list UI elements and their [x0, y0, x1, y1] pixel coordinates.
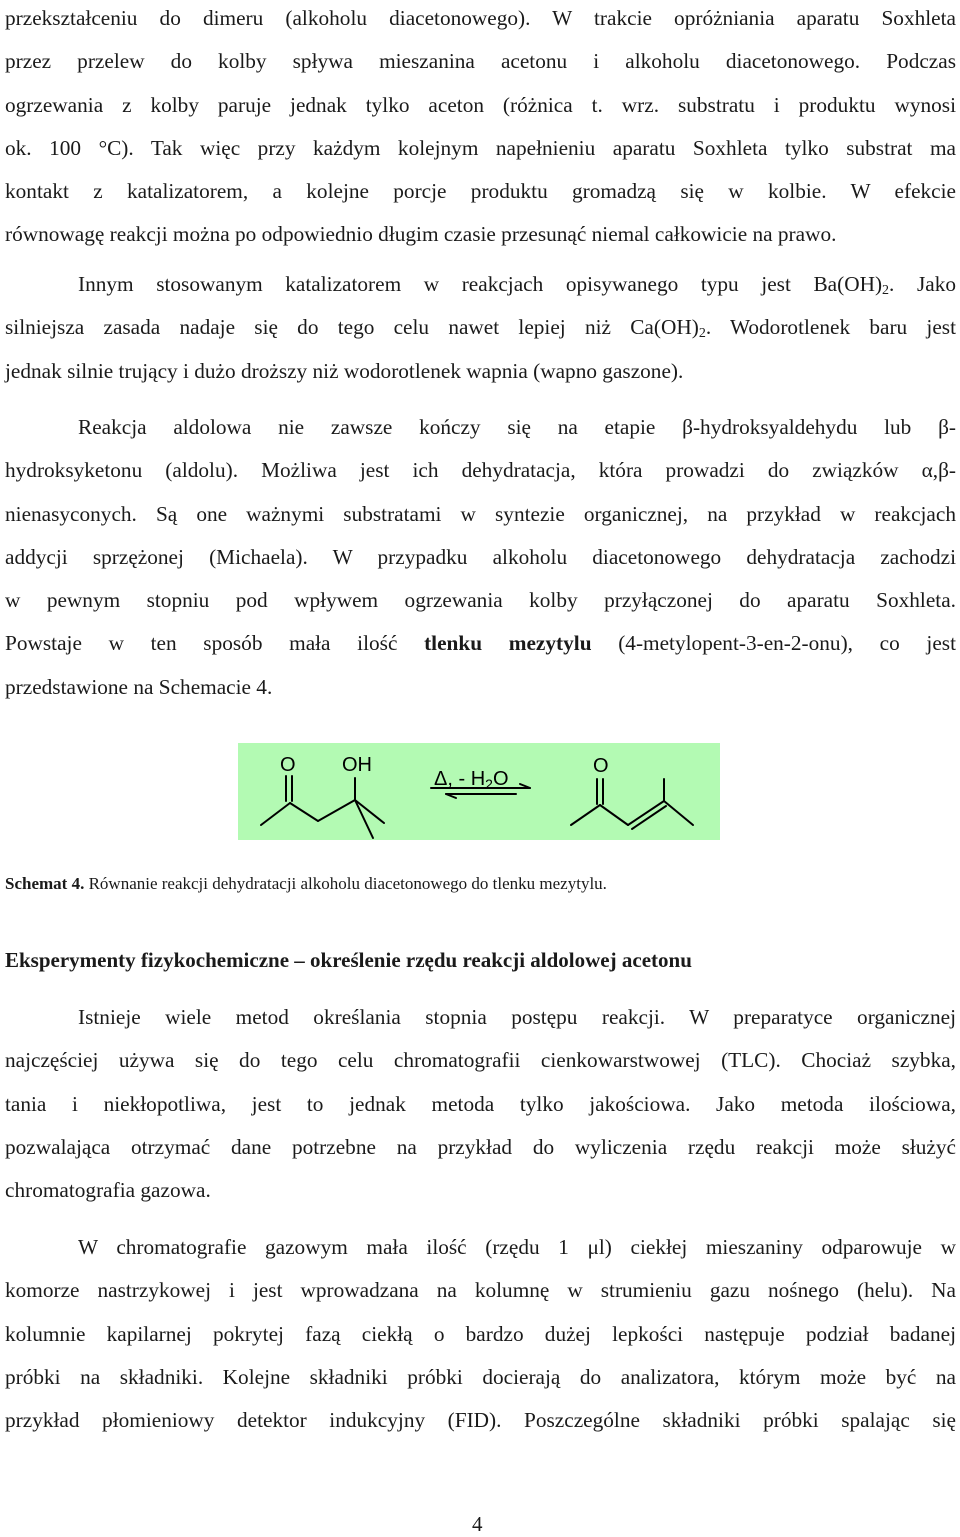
text-line: ogrzewania z kolby paruje jednak tylko aceton (różnica t. wrz. substratu i produktu wynosi — [5, 92, 956, 117]
text-line: przykład płomieniowy detektor indukcyjny (FID). Poszczególne składniki próbki spalając się — [5, 1408, 956, 1433]
bond — [261, 803, 290, 825]
bond — [318, 800, 355, 821]
bond — [571, 805, 600, 825]
section-heading: Eksperymenty fizykochemiczne – określenie rzędu reakcji aldolowej acetonu — [5, 948, 692, 972]
condition-label: Δ, - $H_2O$ — [434, 768, 509, 792]
text-line: pozwalająca otrzymać dane potrzebne na przykład do wyliczenia rzędu reakcji może służyć — [5, 1134, 956, 1159]
reaction-scheme-drawing — [238, 743, 720, 840]
text-line: kontakt z katalizatorem, a kolejne porcje produktu gromadzą się w kolbie. W efekcie — [5, 179, 956, 204]
text-line: tania i niekłopotliwa, jest to jednak metoda tylko jakościowa. Jako metoda ilościowa, — [5, 1091, 956, 1116]
text-line: addycji sprzężonej (Michaela). W przypadku alkoholu diacetonowego dehydratacja zachodzi — [5, 544, 956, 569]
paragraph-methods — [5, 996, 956, 1212]
caption-text: Równanie reakcji dehydratacji alkoholu diacetonowego do tlenku mezytylu. — [84, 874, 607, 893]
text-line: próbki na składniki. Kolejne składniki próbki docierają do analizatora, którym może być na — [5, 1364, 956, 1389]
text-line: przedstawione na Schemacie 4. — [5, 674, 273, 699]
text-line: przekształceniu do dimeru (alkoholu diacetonowego). W trakcie opróżniania aparatu Soxhleta — [5, 6, 956, 30]
text-line: chromatografia gazowa. — [5, 1178, 211, 1203]
text-line: Powstaje w ten sposób mała ilość tlenku mezytylu (4-metylopent-3-en-2-onu), co jest — [5, 631, 956, 656]
text-line: nienasyconych. Są one ważnymi substratami w syntezie organicznej, na przykład w reakcjach — [5, 501, 956, 526]
text-line: równowagę reakcji można po odpowiednio długim czasie przesunąć niemal całkowicie na prawo. — [5, 222, 837, 247]
oxygen-label: O — [593, 755, 609, 777]
text-line: przez przelew do kolby spływa mieszanina acetonu i alkoholu diacetonowego. Podczas — [5, 49, 956, 74]
paragraph-gc — [5, 1226, 956, 1442]
reaction-scheme — [238, 743, 720, 840]
text-line: najczęściej używa się do tego celu chromatografii cienkowarstwowej (TLC). Chociaż szybka, — [5, 1048, 956, 1073]
scheme-caption — [5, 872, 607, 896]
paragraph-dehydration — [5, 406, 956, 709]
text-line: kolumnie kapilarnej pokrytej fazą ciekłą o bardzo dużej lepkości następuje podział badanej — [5, 1321, 956, 1346]
caption-label: Schemat 4. — [5, 874, 85, 893]
text-line: w pewnym stopniu pod wpływem ogrzewania kolby przyłączonej do aparatu Soxhleta. — [5, 588, 956, 613]
text-line: silniejsza zasada nadaje się do tego celu nawet lepiej niż $Ca(OH)_2$. Wodorotlenek baru jest — [5, 315, 956, 342]
bond — [355, 800, 373, 838]
bond — [628, 801, 664, 825]
bond — [600, 805, 628, 825]
text-line: Innym stosowanym katalizatorem w reakcjach opisywanego typu jest $Ba(OH)_2$. Jako — [78, 272, 956, 298]
bond — [290, 803, 318, 821]
text-line: hydroksyketonu (aldolu). Możliwa jest ich dehydratacja, która prowadzi do związków α,β- — [5, 458, 956, 483]
double-bond — [632, 806, 666, 829]
text-line: ok. 100 °C). Tak więc przy każdym kolejnym napełnieniu aparatu Soxhleta tylko substrat ma — [5, 135, 956, 160]
bond — [664, 801, 693, 825]
text-line: Reakcja aldolowa nie zawsze kończy się na etapie β-hydroksyaldehydu lub β- — [78, 415, 956, 439]
text-line: jednak silnie trujący i dużo droższy niż wodorotlenek wapnia (wapno gaszone). — [5, 358, 684, 383]
paragraph-catalyst — [5, 263, 956, 393]
text-line: W chromatografie gazowym mała ilość (rzędu 1 μl) ciekłej mieszaniny odparowuje w — [78, 1235, 956, 1259]
text-line: komorze nastrzykowej i jest wprowadzana na kolumnę w strumieniu gazu nośnego (helu). Na — [5, 1278, 956, 1303]
oxygen-label: O — [280, 754, 296, 776]
paragraph-soxhlet — [5, 0, 956, 257]
text-line: Istnieje wiele metod określania stopnia postępu reakcji. W preparatyce organicznej — [78, 1005, 956, 1029]
hydroxyl-label: OH — [342, 754, 372, 776]
page-number: 4 — [472, 1512, 483, 1536]
